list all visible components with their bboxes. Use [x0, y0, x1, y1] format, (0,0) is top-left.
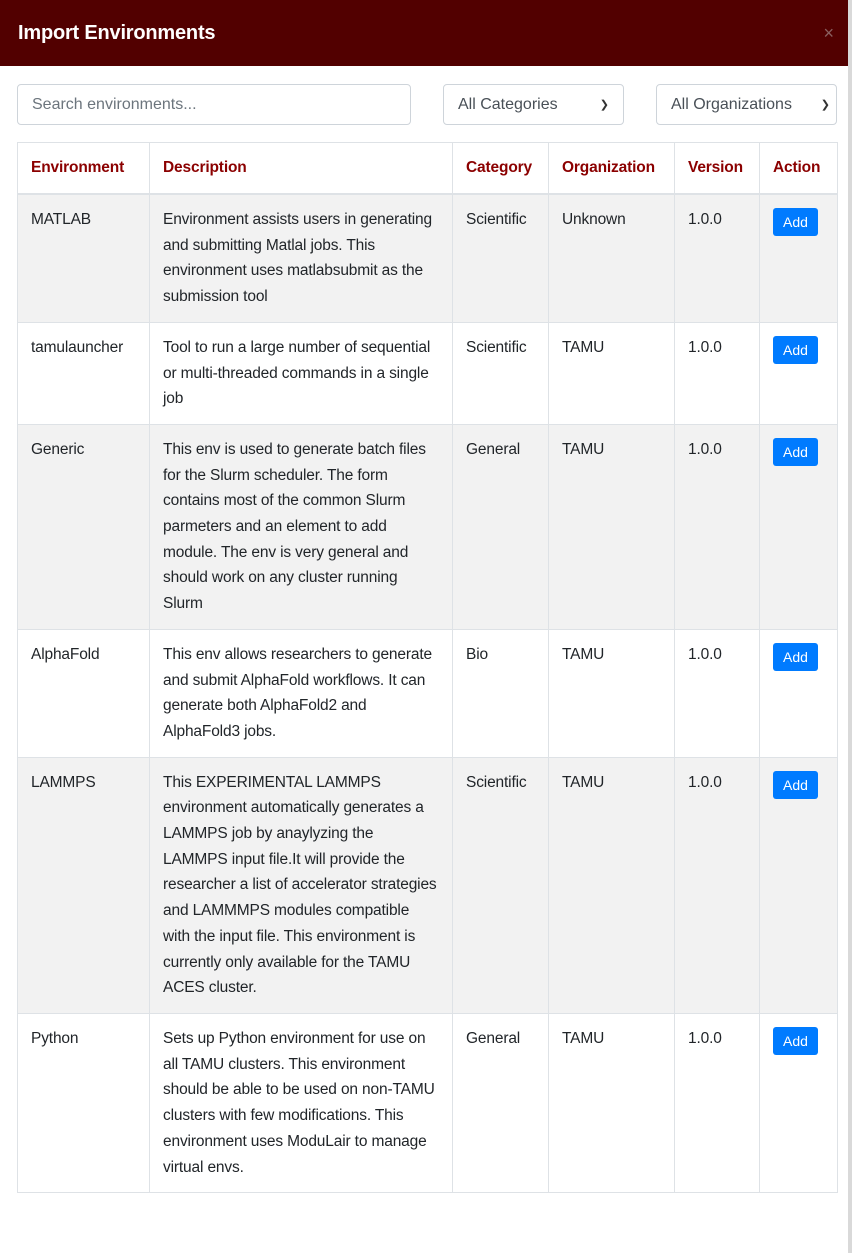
category-select[interactable] — [443, 84, 624, 125]
table-row — [18, 757, 838, 1013]
cell-name: Python — [18, 1013, 150, 1192]
cell-category: Scientific — [453, 322, 549, 424]
cell-category: Scientific — [453, 194, 549, 322]
cell-description: This env allows researchers to generate and submit AlphaFold workflows. It can generate both AlphaFold2 and AlphaFold3 jobs. — [150, 629, 453, 757]
cell-description: This env is used to generate batch files for the Slurm scheduler. The form contains most of the common Slurm parmeters and an element to add module. The env is very general and should work on any cluster running Slurm — [150, 424, 453, 629]
organization-select[interactable] — [656, 84, 837, 125]
table-header-row — [18, 143, 838, 195]
cell-action — [760, 629, 838, 757]
header-action: Action — [760, 143, 838, 195]
cell-description: Sets up Python environment for use on all TAMU clusters. This environment should be able to be used on non-TAMU clusters with few modifications. This environment uses ModuLair to manage virtual envs. — [150, 1013, 453, 1192]
table-row — [18, 322, 838, 424]
cell-version: 1.0.0 — [675, 629, 760, 757]
cell-action — [760, 1013, 838, 1192]
cell-action — [760, 194, 838, 322]
cell-description: Tool to run a large number of sequential or multi-threaded commands in a single job — [150, 322, 453, 424]
cell-category: Bio — [453, 629, 549, 757]
close-icon[interactable]: × — [823, 22, 834, 43]
add-button[interactable]: Add — [773, 643, 818, 671]
cell-organization: TAMU — [549, 629, 675, 757]
cell-name: tamulauncher — [18, 322, 150, 424]
cell-description: Environment assists users in generating and submitting Matlal jobs. This environment uses matlabsubmit as the submission tool — [150, 194, 453, 322]
add-button[interactable]: Add — [773, 1027, 818, 1055]
filters-bar — [17, 84, 836, 125]
add-button[interactable]: Add — [773, 438, 818, 466]
header-environment[interactable]: Environment — [18, 143, 150, 195]
cell-organization: TAMU — [549, 1013, 675, 1192]
environments-table — [17, 142, 838, 1193]
cell-action — [760, 424, 838, 629]
modal-header — [0, 0, 852, 66]
chevron-down-icon: ❯ — [820, 99, 830, 111]
cell-organization: TAMU — [549, 424, 675, 629]
category-select-value: All Categories — [458, 95, 558, 113]
add-button[interactable]: Add — [773, 336, 818, 364]
cell-action — [760, 757, 838, 1013]
chevron-down-icon: ❯ — [599, 99, 609, 111]
cell-category: Scientific — [453, 757, 549, 1013]
cell-name: MATLAB — [18, 194, 150, 322]
table-row — [18, 1013, 838, 1192]
add-button[interactable]: Add — [773, 771, 818, 799]
cell-category: General — [453, 424, 549, 629]
cell-category: General — [453, 1013, 549, 1192]
add-button[interactable]: Add — [773, 208, 818, 236]
cell-organization: TAMU — [549, 757, 675, 1013]
cell-organization: Unknown — [549, 194, 675, 322]
header-organization[interactable]: Organization — [549, 143, 675, 195]
cell-version: 1.0.0 — [675, 1013, 760, 1192]
cell-version: 1.0.0 — [675, 757, 760, 1013]
cell-version: 1.0.0 — [675, 322, 760, 424]
header-description[interactable]: Description — [150, 143, 453, 195]
organization-select-value: All Organizations — [671, 95, 792, 113]
cell-version: 1.0.0 — [675, 194, 760, 322]
modal-title: Import Environments — [18, 21, 216, 44]
cell-name: AlphaFold — [18, 629, 150, 757]
cell-version: 1.0.0 — [675, 424, 760, 629]
header-category[interactable]: Category — [453, 143, 549, 195]
table-row — [18, 194, 838, 322]
cell-action — [760, 322, 838, 424]
scrollbar[interactable] — [848, 0, 852, 1253]
search-input[interactable] — [17, 84, 411, 125]
cell-organization: TAMU — [549, 322, 675, 424]
cell-name: Generic — [18, 424, 150, 629]
cell-name: LAMMPS — [18, 757, 150, 1013]
table-row — [18, 629, 838, 757]
cell-description: This EXPERIMENTAL LAMMPS environment automatically generates a LAMMPS job by anaylyzing the LAMMPS input file.It will provide the researcher a list of accelerator strategies and LAMMMPS modules compatible with the input file. This environment is currently only available for the TAMU ACES cluster. — [150, 757, 453, 1013]
header-version[interactable]: Version — [675, 143, 760, 195]
table-row — [18, 424, 838, 629]
